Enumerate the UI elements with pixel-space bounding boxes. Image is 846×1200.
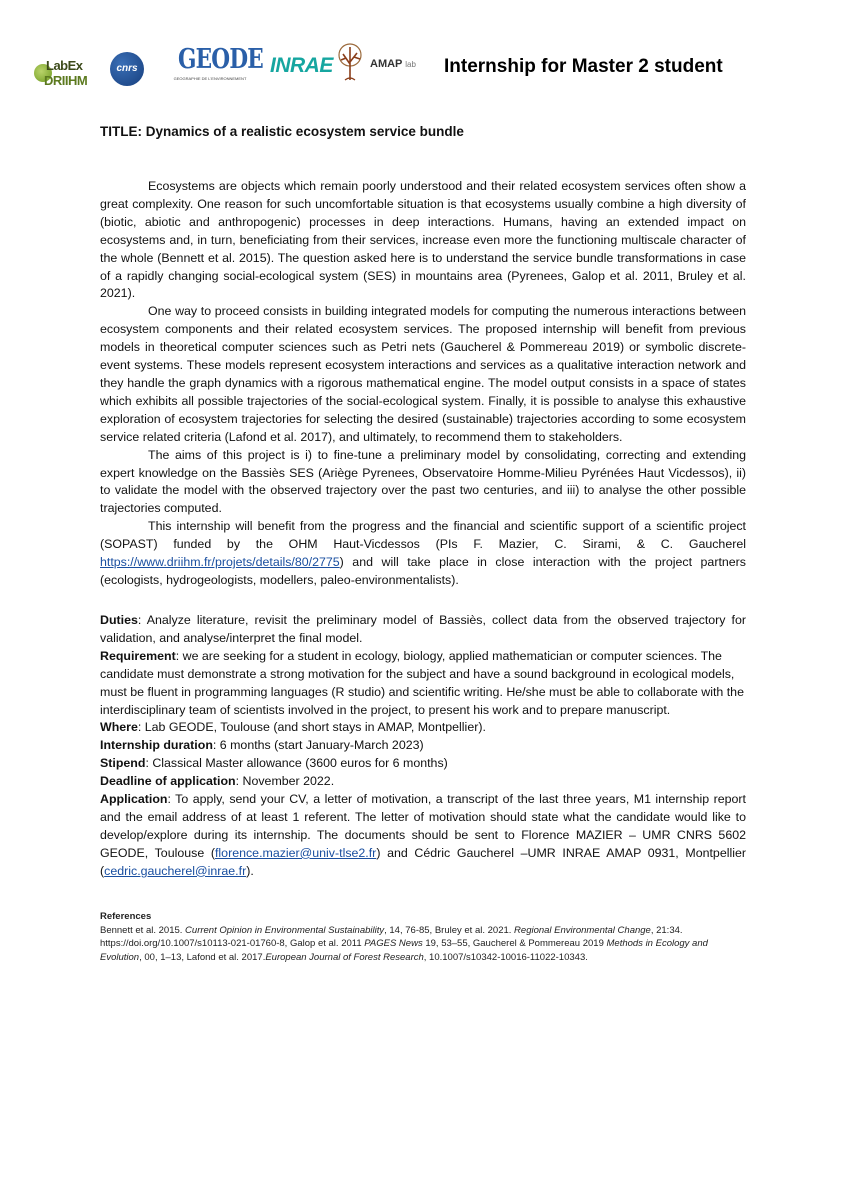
paragraph-method: One way to proceed consists in building integrated models for computing the numerous interactions between ecosystem components and their related ecosystem services. The proposed internship will benefit from previous models in theoretical computer sciences such as Petri nets (Gaucherel & Pommereau 2019) or symbolic discrete-event systems. These models represent ecosystem interactions and services as a qualitative interaction network and they handle the graph dynamics with a rigorous mathematical engine. The model output consists in a space of states which exhibits all possible trajectories of the social-ecological system. Finally, it is possible to analyse this exhaustive exploration of ecosystem trajectories for selecting the desired (sustainable) trajectories according to some ecosystem service related criteria (Lafond et al. 2017), and ultimately, to recommend them to stakeholders. [100, 304, 746, 444]
document-title: TITLE: Dynamics of a realistic ecosystem service bundle [100, 124, 464, 139]
where-label: Where [100, 720, 138, 735]
paragraph-aims: The aims of this project is i) to fine-tune a preliminary model by consolidating, correcting and extending expert knowledge on the Bassiès SES (Ariège Pyrenees, Observatoire Homme-Milieu Pyrénées Haut Vicdessos), ii) to validate the model with the observed trajectory over the past two centuries, and iii) to analyse the other possible trajectories computed. [100, 447, 746, 516]
reference-journal: Current Opinion in Environmental Sustainability [185, 924, 385, 936]
application-paragraph [100, 791, 746, 881]
application-text-3: ). [246, 863, 254, 878]
funding-text: This internship will benefit from the progress and the financial and scientific support of a scientific project (SOPAST) funded by the OHM Haut-Vicdessos (PIs F. Mazier, C. Sirami, & C. Gaucherel [100, 519, 746, 552]
inrae-logo: INRAE [270, 54, 333, 77]
details-section [100, 612, 746, 881]
requirement-label: Requirement [100, 648, 176, 663]
duties-paragraph [100, 612, 746, 648]
driihm-logo-text: DRIIHM [44, 73, 88, 88]
application-label: Application [100, 792, 168, 807]
reference-text: , 10.1007/s10342-10016-11022-10343. [423, 951, 588, 963]
reference-journal: Regional Environmental Change [514, 924, 651, 936]
deadline-label: Deadline of application [100, 774, 236, 789]
where-text: : Lab GEODE, Toulouse (and short stays in AMAP, Montpellier). [137, 720, 486, 735]
duration-label: Internship duration [100, 738, 213, 753]
duties-text: : Analyze literature, revisit the preliminary model of Bassiès, collect data from the observed trajectory for validation, and analyse/interpret the final model. [100, 613, 746, 645]
logo-bar [32, 40, 432, 100]
where-paragraph [100, 719, 746, 737]
page-heading: Internship for Master 2 student [444, 56, 723, 77]
reference-journal: PAGES News [364, 938, 423, 950]
cnrs-logo: cnrs [110, 52, 144, 86]
paragraph-intro: Ecosystems are objects which remain poorly understood and their related ecosystem services often show a great complexity. One reason for such uncomfortable situation is that ecosystems usually combine a high diversity of (biotic, abiotic and anthropogenic) processes in deep interactions. Humans, having an extended impact on ecosystems and, in turn, beneficiating from their services, increase even more the functioning multiscale character of the whole (Bennett et al. 2015). The question asked here is to understand the service bundle transformations in case of a rapidly changing social-ecological system (SES) in mountains area (Pyrenees, Galop et al. 2011, Bruley et al. 2021). [100, 179, 746, 301]
amap-logo-text: AMAP [370, 58, 403, 70]
amap-logo-subtext: lab [405, 60, 416, 69]
application-text-2: ) and Cédric Gaucherel –UMR INRAE AMAP 0931, Montpellier ( [100, 845, 746, 878]
reference-text: , 00, 1–13, Lafond et al. 2017. [139, 951, 266, 963]
deadline-text: : November 2022. [235, 774, 335, 789]
geode-logo-subtext: GEOGRAPHIE DE L'ENVIRONNEMENT [173, 76, 247, 81]
reference-text: , 21:34. https://doi.org/10.1007/s10113-021-01760-8, Galop et al. 2011 [100, 924, 683, 950]
requirement-paragraph [100, 648, 746, 720]
email-link-mazier[interactable]: florence.mazier@univ-tlse2.fr [214, 845, 377, 860]
paragraph-funding [100, 518, 746, 590]
reference-text: , 14, 76-85, Bruley et al. 2021. [384, 924, 515, 936]
duties-label: Duties [100, 613, 138, 627]
reference-journal: Methods in Ecology and Evolution [100, 938, 708, 963]
duration-text: : 6 months (start January-March 2023) [212, 738, 424, 753]
application-text: : To apply, send your CV, a letter of motivation, a transcript of the last three years, M1 internship report and the email address of at least 1 referent. The letter of motivation should state what the candidate would like to develop/explore during its internship. The documents should be sent to Florence MAZIER – UMR CNRS 5602 GEODE, Toulouse ( [100, 792, 746, 860]
main-body [100, 178, 746, 590]
labex-driihm-logo [32, 54, 94, 90]
geode-logo-text: GEODE [178, 44, 263, 75]
project-link[interactable]: https://www.driihm.fr/projets/details/80/2775 [100, 555, 340, 570]
duration-paragraph [100, 737, 746, 755]
geode-logo [170, 44, 263, 98]
stipend-paragraph [100, 755, 746, 773]
stipend-label: Stipend [100, 756, 146, 771]
reference-text: 19, 53–55, Gaucherel & Pommereau 2019 [422, 938, 607, 950]
reference-journal: European Journal of Forest Research [265, 951, 424, 963]
references-heading: References [100, 911, 152, 922]
amap-lab-logo [370, 58, 416, 70]
references-section [100, 910, 746, 964]
reference-text: Bennett et al. 2015. [100, 924, 186, 936]
tree-icon [335, 42, 365, 82]
funding-text-end: ) and will take place in close interaction with the project partners (ecologists, hydrogeologists, modellers, paleo-environmentalists). [100, 555, 746, 587]
deadline-paragraph [100, 773, 746, 791]
email-link-gaucherel[interactable]: cedric.gaucherel@inrae.fr [104, 863, 247, 878]
requirement-text: : we are seeking for a student in ecology, biology, applied mathematician or computer sciences. The candidate must demonstrate a strong motivation for the subject and have a sound background in ecological models, must be fluent in programming languages (R studio) and scientific writing. He/she must be able to collaborate with the interdisciplinary team of scientists involved in the project, to present his work and to prepare manuscript. [100, 648, 744, 717]
stipend-text: : Classical Master allowance (3600 euros for 6 months) [145, 756, 448, 771]
labex-logo-text: LabEx [46, 58, 83, 73]
